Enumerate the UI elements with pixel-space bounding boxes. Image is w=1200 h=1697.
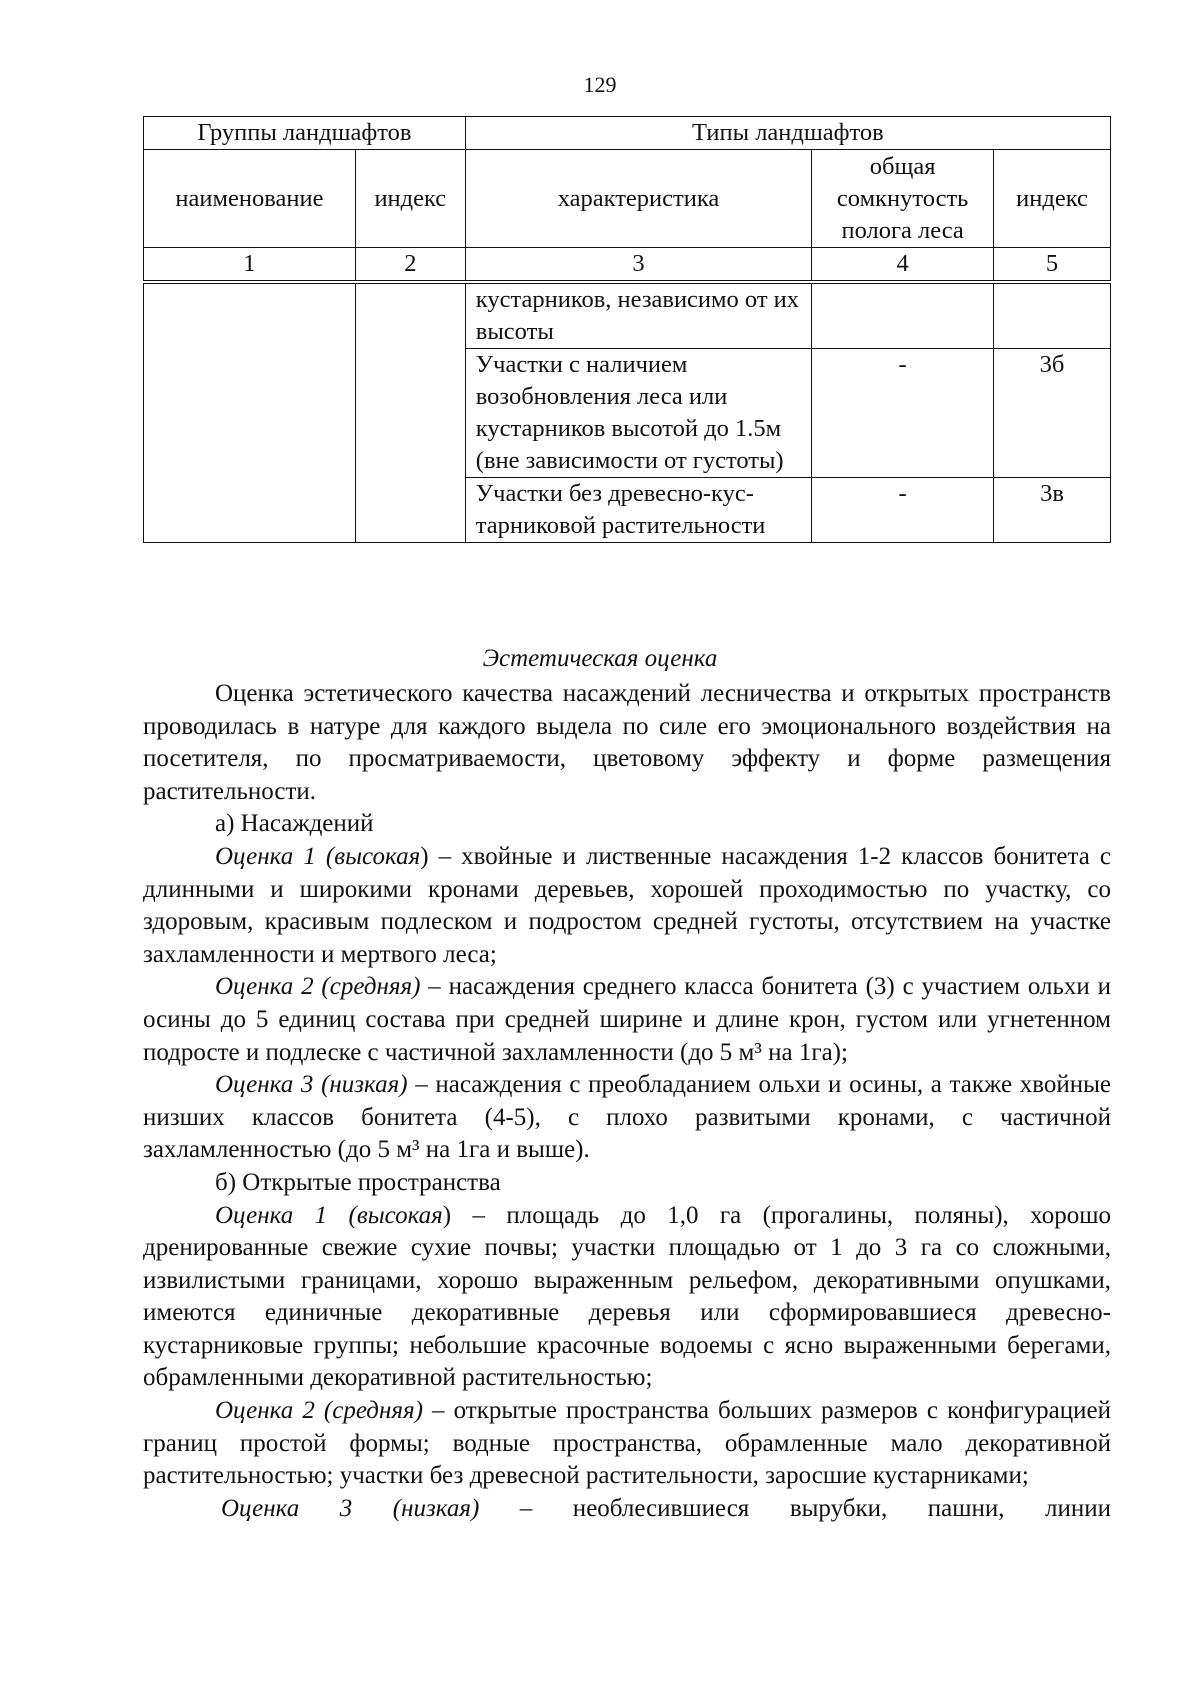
- cell-canopy-density: -: [812, 349, 994, 478]
- rating-text: необлесившиеся вырубки, пашни, линии: [532, 1494, 1112, 1522]
- cell-index-2: [994, 282, 1111, 349]
- landscape-table: [143, 116, 1111, 543]
- header-landscape-types: Типы ландшафтов: [465, 117, 1110, 150]
- open-rating-3: [143, 1493, 1111, 1526]
- rating-label: Оценка 3 (низкая) –: [221, 1494, 533, 1522]
- stand-rating-1: [143, 841, 1111, 971]
- table-header-row: [144, 117, 1111, 150]
- subheading-open-spaces: б) Открытые пространства: [215, 1168, 501, 1196]
- header-canopy-density: общая сомкнутость полога леса: [812, 150, 994, 248]
- cell-canopy-density: -: [812, 478, 994, 543]
- column-number: 4: [812, 248, 994, 283]
- subheading-stands: а) Насаждений: [215, 810, 374, 838]
- cell-index-1: [355, 282, 465, 543]
- column-number: 1: [144, 248, 356, 283]
- body-text: [143, 678, 1111, 1525]
- open-rating-1: [143, 1200, 1111, 1396]
- rating-text: насаждения среднего класса бонитета (3) с участием ольхи и осины до 5 единиц состава при средней ширине и длине крон, густом или угнетенном подросте и подлеске с частичной захламленности (до 5 м³ на 1га);: [143, 973, 1111, 1066]
- header-index-2: индекс: [994, 150, 1111, 248]
- rating-label: Оценка 1 (высокая: [215, 842, 421, 870]
- table-subheader-row: [144, 150, 1111, 248]
- header-name: наименование: [144, 150, 356, 248]
- column-number-row: [144, 248, 1111, 283]
- table-row: [144, 282, 1111, 349]
- header-landscape-groups: Группы ландшафтов: [144, 117, 466, 150]
- rating-label: Оценка 3 (низкая) –: [215, 1071, 428, 1099]
- cell-name: [144, 282, 356, 543]
- open-rating-2: [143, 1395, 1111, 1493]
- rating-label: Оценка 1 (высокая: [215, 1201, 443, 1229]
- rating-label: Оценка 2 (средняя) –: [215, 973, 441, 1001]
- stand-rating-3: [143, 1069, 1111, 1167]
- cell-canopy-density: [812, 282, 994, 349]
- rating-label: Оценка 2 (средняя) –: [215, 1397, 445, 1425]
- rating-text: ) – хвойные и лиственные насаждения 1-2 классов бонитета с длинными и широкими кронами деревьев, хорошей проходимостью по участку, со здоровым, красивым подлеском и подростом средней густоты, отсутствием на участке захламленности и мертвого леса;: [143, 842, 1111, 968]
- column-number: 2: [355, 248, 465, 283]
- cell-characteristic: кустарников, независимо от их высоты: [465, 282, 811, 349]
- column-number: 3: [465, 248, 811, 283]
- column-number: 5: [994, 248, 1111, 283]
- rating-text: насаждения с преобладанием ольхи и осины, а также хвойные низших классов бонитета (4-5), с плохо развитыми кронами, с частичной захламленностью (до 5 м³ на 1га и выше).: [143, 1071, 1111, 1164]
- rating-text: ) – площадь до 1,0 га (прогалины, поляны), хорошо дренированные свежие сухие почвы; участки площадью от 1 до 3 га со сложными, извилистыми границами, хорошо выраженным рельефом, декоративными опушками, имеются единичные декоративные деревья или сформировавшиеся древесно-кустарниковые группы; небольшие красочные водоемы с ясно выраженными берегами, обрамленными декоративной растительностью;: [143, 1201, 1111, 1392]
- rating-text: открытые пространства больших размеров с конфигурацией границ простой формы; водные пространства, обрамленные мало декоративной растительностью; участки без древесной растительности, заросшие кустарниками;: [143, 1397, 1112, 1490]
- cell-characteristic: Участки с наличием возобновления леса или кустарников высотой до 1.5м (вне зависимости от густоты): [465, 349, 811, 478]
- header-index-1: индекс: [355, 150, 465, 248]
- cell-index-2: 3б: [994, 349, 1111, 478]
- cell-characteristic: Участки без древесно-кус-тарниковой растительности: [465, 478, 811, 543]
- page-number: 129: [583, 72, 617, 97]
- cell-index-2: 3в: [994, 478, 1111, 543]
- stand-rating-2: [143, 971, 1111, 1069]
- section-title: Эстетическая оценка: [482, 645, 718, 672]
- intro-paragraph: Оценка эстетического качества насаждений лесничества и открытых пространств проводилась в натуре для каждого выдела по силе его эмоционального воздействия на посетителя, по просматриваемости, цветовому эффекту и форме размещения растительности.: [143, 680, 1111, 805]
- header-characteristic: характеристика: [465, 150, 811, 248]
